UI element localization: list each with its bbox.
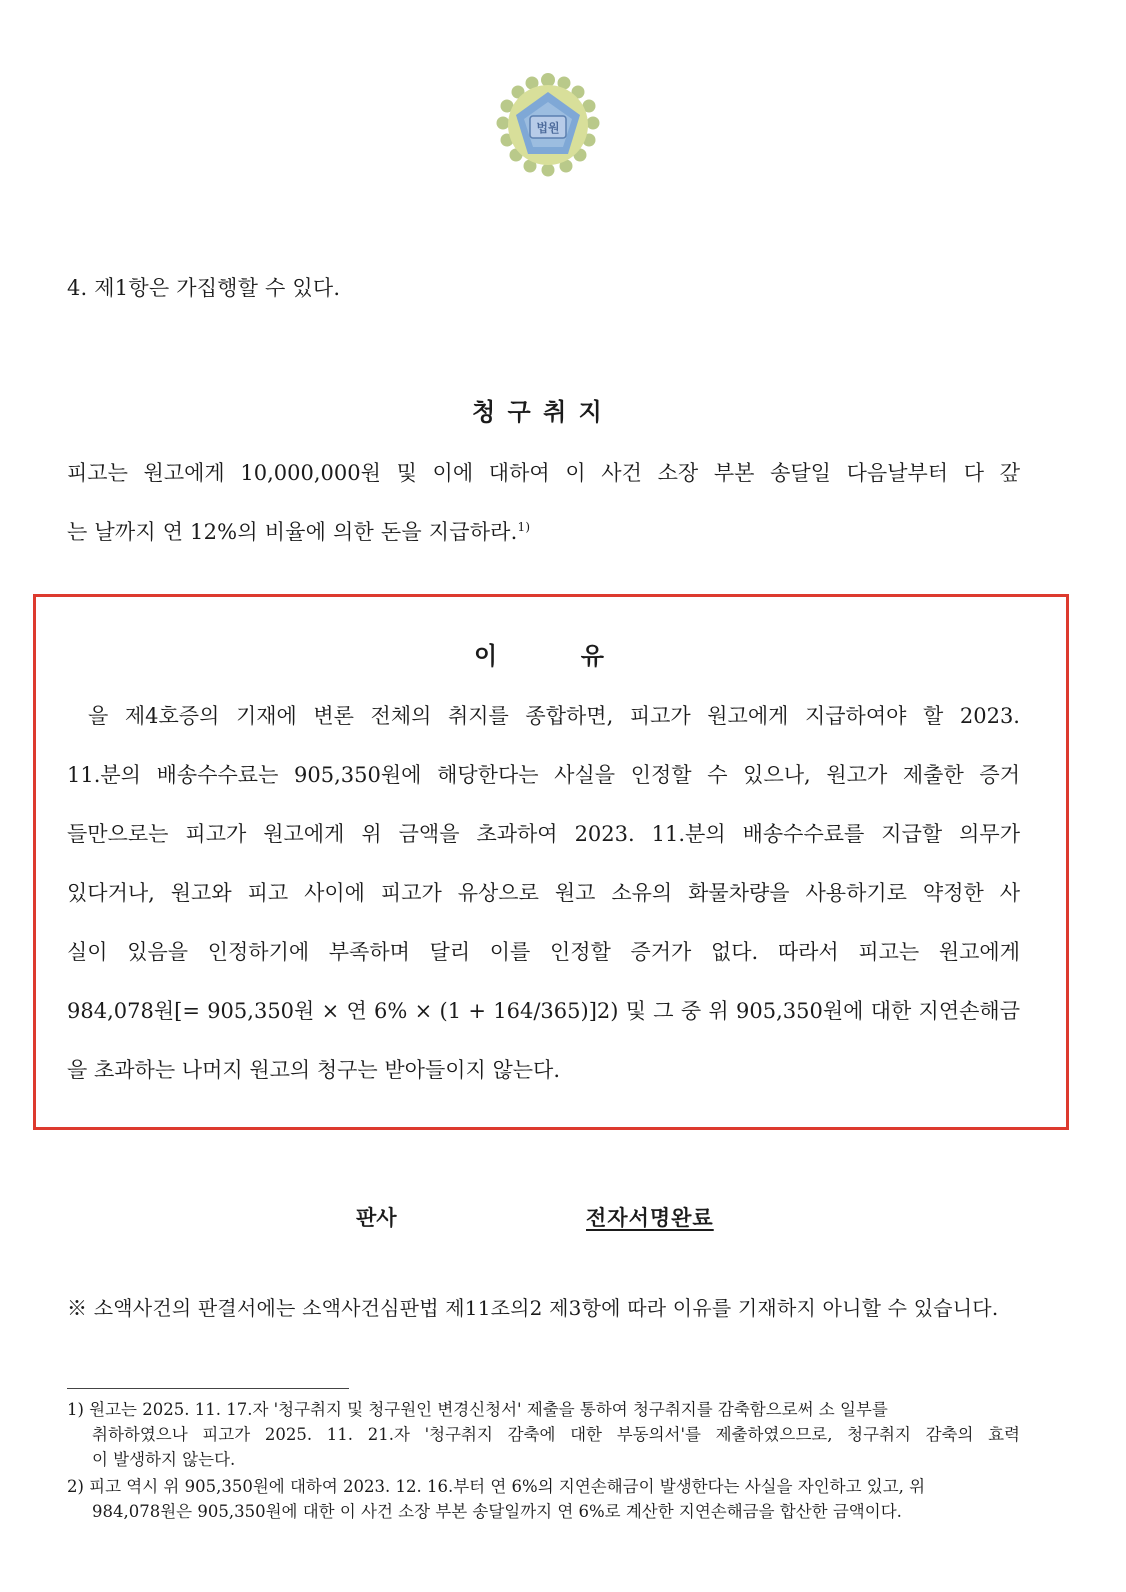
footnote-1-line-3: 이 발생하지 않는다. xyxy=(92,1450,236,1469)
footnote-ref-1[interactable]: 1) xyxy=(517,520,531,534)
reason-line-7: 을 초과하는 나머지 원고의 청구는 받아들이지 않는다. xyxy=(67,1058,561,1082)
judge-label: 판사 xyxy=(356,1205,397,1230)
footnote-1-line-1: 1) 원고는 2025. 11. 17.자 '청구취지 및 청구원인 변경신청서' 제출을 통하여 청구취지를 감축함으로써 소 일부를 xyxy=(67,1400,888,1419)
notice-text: ※ 소액사건의 판결서에는 소액사건심판법 제11조의2 제3항에 따라 이유를 기재하지 아니할 수 있습니다. xyxy=(67,1296,999,1320)
footnote-2-line-1: 2) 피고 역시 위 905,350원에 대하여 2023. 12. 16.부터 연 6%의 지연손해금이 발생한다는 사실을 자인하고 있고, 위 xyxy=(67,1477,926,1496)
court-emblem-icon xyxy=(492,70,604,182)
emblem-text: 법원 xyxy=(536,121,560,135)
reason-line-3: 들만으로는 피고가 원고에게 위 금액을 초과하여 2023. 11.분의 배송수수료를 지급할 의무가 xyxy=(67,822,1020,846)
reason-heading: 이 유 xyxy=(474,641,604,670)
claim-line-1: 피고는 원고에게 10,000,000원 및 이에 대하여 이 사건 소장 부본 송달일 다음날부터 다 갚 xyxy=(67,461,1020,485)
reason-line-4: 있다거나, 원고와 피고 사이에 피고가 유상으로 원고 소유의 화물차량을 사용하기로 약정한 사 xyxy=(67,881,1020,905)
footnote-2-line-2: 984,078원은 905,350원에 대한 이 사건 소장 부본 송달일까지 연 6%로 계산한 지연손해금을 합산한 금액이다. xyxy=(92,1502,902,1521)
footnote-divider xyxy=(67,1388,349,1389)
claim-line-2 xyxy=(67,516,530,546)
reason-line-6: 984,078원[= 905,350원 × 연 6% × (1 + 164/365)]2) 및 그 중 위 905,350원에 대한 지연손해금 xyxy=(67,999,1020,1023)
claim-line-2-text: 는 날까지 연 12%의 비율에 의한 돈을 지급하라. xyxy=(67,520,518,544)
reason-line-1: 을 제4호증의 기재에 변론 전체의 취지를 종합하면, 피고가 원고에게 지급하여야 할 2023. xyxy=(88,704,1020,728)
highlight-box xyxy=(33,594,1069,1130)
footnote-1-line-2: 취하하였으나 피고가 2025. 11. 21.자 '청구취지 감축에 대한 부동의서'를 제출하였으므로, 청구취지 감축의 효력 xyxy=(92,1425,1020,1444)
reason-line-5: 실이 있음을 인정하기에 부족하며 달리 이를 인정할 증거가 없다. 따라서 피고는 원고에게 xyxy=(67,940,1020,964)
clause-4: 4. 제1항은 가집행할 수 있다. xyxy=(67,276,341,300)
reason-line-2: 11.분의 배송수수료는 905,350원에 해당한다는 사실을 인정할 수 있으나, 원고가 제출한 증거 xyxy=(67,763,1020,787)
claim-heading: 청 구 취 지 xyxy=(472,397,604,426)
electronic-signature: 전자서명완료 xyxy=(586,1205,714,1230)
